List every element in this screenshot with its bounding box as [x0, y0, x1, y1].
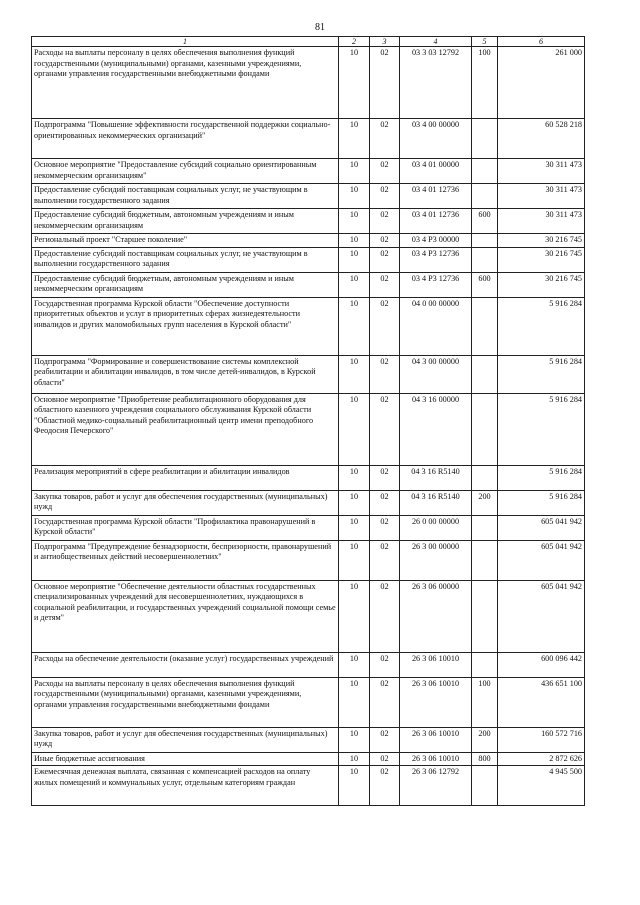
row-expense-type — [472, 540, 498, 580]
row-section: 10 — [339, 490, 370, 515]
table-row — [32, 297, 585, 355]
row-section: 10 — [339, 234, 370, 248]
row-section: 10 — [339, 119, 370, 159]
row-expense-type: 200 — [472, 727, 498, 752]
row-name: Основное мероприятие "Предоставление субсидий социально ориентированным некоммерческим организациям" — [32, 159, 339, 184]
budget-table — [31, 36, 585, 806]
row-name: Региональный проект "Старшее поколение" — [32, 234, 339, 248]
row-amount: 5 916 284 — [498, 465, 585, 490]
row-target-article: 04 3 16 00000 — [400, 393, 472, 465]
row-expense-type: 600 — [472, 209, 498, 234]
row-subsection: 02 — [370, 752, 400, 766]
row-target-article: 26 3 06 00000 — [400, 580, 472, 652]
row-section: 10 — [339, 766, 370, 806]
row-expense-type — [472, 393, 498, 465]
row-expense-type: 100 — [472, 47, 498, 119]
header-col-4: 4 — [400, 37, 472, 47]
row-target-article: 26 3 06 10010 — [400, 752, 472, 766]
row-target-article: 03 4 01 12736 — [400, 209, 472, 234]
row-section: 10 — [339, 272, 370, 297]
row-section: 10 — [339, 540, 370, 580]
row-name: Ежемесячная денежная выплата, связанная с компенсацией расходов на оплату жилых помещений и коммунальных услуг, отдельным категориям граждан — [32, 766, 339, 806]
row-name: Расходы на обеспечение деятельности (оказание услуг) государственных учреждений — [32, 652, 339, 677]
row-expense-type — [472, 355, 498, 393]
row-amount: 30 216 745 — [498, 272, 585, 297]
row-section: 10 — [339, 355, 370, 393]
row-target-article: 03 4 P3 12736 — [400, 247, 472, 272]
row-target-article: 03 4 P3 00000 — [400, 234, 472, 248]
table-row — [32, 393, 585, 465]
table-row — [32, 355, 585, 393]
row-target-article: 04 3 00 00000 — [400, 355, 472, 393]
row-target-article: 04 3 16 R5140 — [400, 465, 472, 490]
table-row — [32, 752, 585, 766]
row-target-article: 26 0 00 00000 — [400, 515, 472, 540]
row-amount: 30 311 473 — [498, 209, 585, 234]
row-section: 10 — [339, 752, 370, 766]
row-amount: 605 041 942 — [498, 515, 585, 540]
row-name: Основное мероприятие "Обеспечение деятельности областных государственных специализированных учреждений для несовершеннолетних, нуждающихся в социальной реабилитации, и государственных учреждений социальной помощи семье и детям" — [32, 580, 339, 652]
row-amount: 436 651 100 — [498, 677, 585, 727]
row-subsection: 02 — [370, 580, 400, 652]
header-col-1: 1 — [32, 37, 339, 47]
row-name: Расходы на выплаты персоналу в целях обеспечения выполнения функций государственными (муниципальными) органами, казенными учреждениями, органами управления государственными внебюджетными фондами — [32, 47, 339, 119]
table-row — [32, 677, 585, 727]
row-subsection: 02 — [370, 393, 400, 465]
table-row — [32, 47, 585, 119]
row-target-article: 26 3 06 10010 — [400, 652, 472, 677]
row-amount: 160 572 716 — [498, 727, 585, 752]
row-expense-type — [472, 465, 498, 490]
row-amount: 60 528 218 — [498, 119, 585, 159]
row-amount: 605 041 942 — [498, 540, 585, 580]
row-subsection: 02 — [370, 119, 400, 159]
row-target-article: 03 4 01 12736 — [400, 184, 472, 209]
table-row — [32, 272, 585, 297]
row-section: 10 — [339, 247, 370, 272]
row-name: Закупка товаров, работ и услуг для обеспечения государственных (муниципальных) нужд — [32, 727, 339, 752]
table-header-row — [32, 37, 585, 47]
row-section: 10 — [339, 677, 370, 727]
page-number: 81 — [315, 22, 325, 33]
row-subsection: 02 — [370, 159, 400, 184]
row-name: Реализация мероприятий в сфере реабилитации и абилитации инвалидов — [32, 465, 339, 490]
row-name: Расходы на выплаты персоналу в целях обеспечения выполнения функций государственными (муниципальными) органами, казенными учреждениями, органами управления государственными внебюджетными фондами — [32, 677, 339, 727]
table-row — [32, 234, 585, 248]
row-subsection: 02 — [370, 272, 400, 297]
table-row — [32, 490, 585, 515]
row-name: Государственная программа Курской области "Профилактика правонарушений в Курской области" — [32, 515, 339, 540]
row-section: 10 — [339, 209, 370, 234]
row-expense-type — [472, 119, 498, 159]
row-section: 10 — [339, 465, 370, 490]
row-name: Подпрограмма "Предупреждение безнадзорности, беспризорности, правонарушений и антиобщественных действий несовершеннолетних" — [32, 540, 339, 580]
row-subsection: 02 — [370, 652, 400, 677]
row-section: 10 — [339, 580, 370, 652]
row-amount: 30 311 473 — [498, 159, 585, 184]
row-amount: 2 872 626 — [498, 752, 585, 766]
row-name: Иные бюджетные ассигнования — [32, 752, 339, 766]
row-expense-type — [472, 515, 498, 540]
row-target-article: 04 0 00 00000 — [400, 297, 472, 355]
row-expense-type — [472, 652, 498, 677]
row-name: Подпрограмма "Повышение эффективности государственной поддержки социально-ориентированных некоммерческих организаций" — [32, 119, 339, 159]
row-target-article: 26 3 06 10010 — [400, 677, 472, 727]
row-expense-type — [472, 580, 498, 652]
table-row — [32, 209, 585, 234]
row-amount: 4 945 500 — [498, 766, 585, 806]
row-expense-type — [472, 247, 498, 272]
row-target-article: 03 3 03 12792 — [400, 47, 472, 119]
table-row — [32, 766, 585, 806]
row-amount: 5 916 284 — [498, 490, 585, 515]
row-subsection: 02 — [370, 209, 400, 234]
row-subsection: 02 — [370, 465, 400, 490]
row-section: 10 — [339, 727, 370, 752]
row-target-article: 26 3 06 12792 — [400, 766, 472, 806]
row-subsection: 02 — [370, 515, 400, 540]
row-target-article: 04 3 16 R5140 — [400, 490, 472, 515]
row-expense-type — [472, 297, 498, 355]
table-row — [32, 465, 585, 490]
row-amount: 5 916 284 — [498, 393, 585, 465]
header-col-2: 2 — [339, 37, 370, 47]
header-col-6: 6 — [498, 37, 585, 47]
table-row — [32, 515, 585, 540]
row-name: Подпрограмма "Формирование и совершенствование системы комплексной реабилитации и абилитации инвалидов, в том числе детей-инвалидов, в Курской области" — [32, 355, 339, 393]
table-row — [32, 119, 585, 159]
row-target-article: 26 3 06 10010 — [400, 727, 472, 752]
row-section: 10 — [339, 159, 370, 184]
row-amount: 30 216 745 — [498, 247, 585, 272]
row-name: Предоставление субсидий поставщикам социальных услуг, не участвующим в выполнении государственного задания — [32, 184, 339, 209]
row-subsection: 02 — [370, 540, 400, 580]
row-target-article: 03 4 P3 12736 — [400, 272, 472, 297]
row-subsection: 02 — [370, 47, 400, 119]
row-amount: 600 096 442 — [498, 652, 585, 677]
row-name: Основное мероприятие "Приобретение реабилитационного оборудования для областного казенного учреждения социального обслуживания Курской области "Областной медико-социальный реабилитационный центр имени преподобного Феодосия Печерского" — [32, 393, 339, 465]
row-subsection: 02 — [370, 766, 400, 806]
table-row — [32, 727, 585, 752]
table-row — [32, 184, 585, 209]
row-amount: 5 916 284 — [498, 355, 585, 393]
table-row — [32, 159, 585, 184]
row-subsection: 02 — [370, 247, 400, 272]
row-subsection: 02 — [370, 184, 400, 209]
row-subsection: 02 — [370, 234, 400, 248]
row-section: 10 — [339, 515, 370, 540]
row-subsection: 02 — [370, 677, 400, 727]
row-expense-type — [472, 159, 498, 184]
row-name: Предоставление субсидий бюджетным, автономным учреждениям и иным некоммерческим организациям — [32, 272, 339, 297]
row-section: 10 — [339, 297, 370, 355]
table-row — [32, 652, 585, 677]
row-section: 10 — [339, 47, 370, 119]
row-expense-type: 100 — [472, 677, 498, 727]
row-expense-type — [472, 766, 498, 806]
row-expense-type — [472, 234, 498, 248]
row-name: Предоставление субсидий поставщикам социальных услуг, не участвующим в выполнении государственного задания — [32, 247, 339, 272]
row-amount: 5 916 284 — [498, 297, 585, 355]
table-row — [32, 540, 585, 580]
row-name: Закупка товаров, работ и услуг для обеспечения государственных (муниципальных) нужд — [32, 490, 339, 515]
row-section: 10 — [339, 652, 370, 677]
row-subsection: 02 — [370, 490, 400, 515]
row-amount: 605 041 942 — [498, 580, 585, 652]
row-target-article: 26 3 00 00000 — [400, 540, 472, 580]
row-name: Предоставление субсидий бюджетным, автономным учреждениям и иным некоммерческим организациям — [32, 209, 339, 234]
row-subsection: 02 — [370, 355, 400, 393]
row-target-article: 03 4 01 00000 — [400, 159, 472, 184]
table-row — [32, 247, 585, 272]
table-row — [32, 580, 585, 652]
row-amount: 30 216 745 — [498, 234, 585, 248]
row-amount: 261 000 — [498, 47, 585, 119]
row-subsection: 02 — [370, 727, 400, 752]
row-expense-type: 800 — [472, 752, 498, 766]
row-expense-type: 200 — [472, 490, 498, 515]
row-subsection: 02 — [370, 297, 400, 355]
row-expense-type: 600 — [472, 272, 498, 297]
row-section: 10 — [339, 184, 370, 209]
row-expense-type — [472, 184, 498, 209]
row-name: Государственная программа Курской области "Обеспечение доступности приоритетных объектов и услуг в приоритетных сферах жизнедеятельности инвалидов и других маломобильных групп населения в Курской области" — [32, 297, 339, 355]
header-col-3: 3 — [370, 37, 400, 47]
row-section: 10 — [339, 393, 370, 465]
header-col-5: 5 — [472, 37, 498, 47]
row-amount: 30 311 473 — [498, 184, 585, 209]
row-target-article: 03 4 00 00000 — [400, 119, 472, 159]
